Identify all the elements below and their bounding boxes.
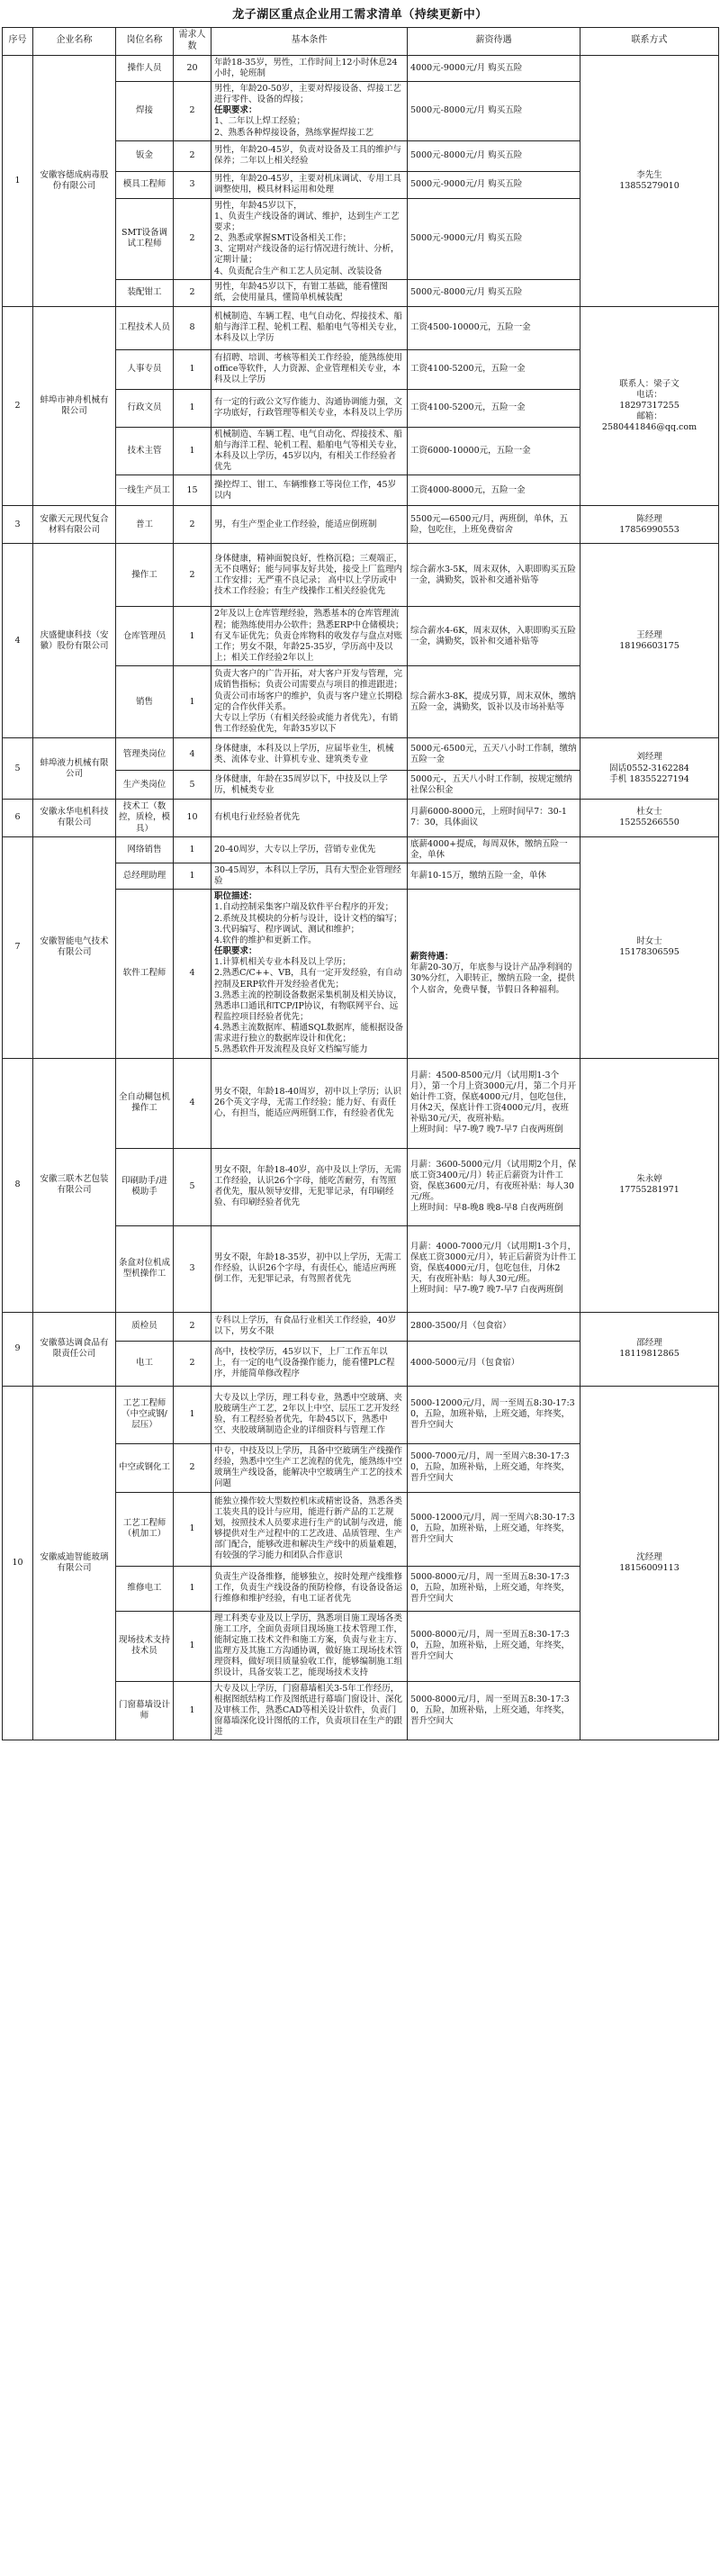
requirements: 男性，年龄20-45岁，主要对机床调试、专用工具调整使用，模具材料运用和处理 bbox=[212, 171, 408, 198]
salary: 工资4100-5200元，五险一金 bbox=[408, 389, 580, 427]
contact-info: 刘经理 固话0552-3162284 手机 18355227194 bbox=[580, 738, 719, 800]
row-seq: 9 bbox=[3, 1312, 33, 1386]
contact-info: 李先生 13855279010 bbox=[580, 55, 719, 306]
company-name: 安徽容德成病毒股份有限公司 bbox=[33, 55, 116, 306]
position-title: 钣金 bbox=[116, 140, 174, 171]
position-title: 质检员 bbox=[116, 1312, 174, 1341]
header-requirements: 基本条件 bbox=[212, 28, 408, 56]
position-title: 网络销售 bbox=[116, 836, 174, 863]
requirements: 男性，年龄45岁以下，有钳工基础，能看懂图纸，会使用量具，懂简单机械装配 bbox=[212, 279, 408, 306]
position-title: 软件工程师 bbox=[116, 890, 174, 1058]
headcount: 1 bbox=[174, 1611, 212, 1681]
salary: 5000元-8000元/月 购买五险 bbox=[408, 279, 580, 306]
salary: 5000-8000元/月，周一至周五8:30-17:30，五险，加班补贴，上班交通，年终奖，晋升空间大 bbox=[408, 1611, 580, 1681]
headcount: 8 bbox=[174, 306, 212, 349]
requirements: 身体健康，年龄在35周岁以下，中技及以上学历，机械类专业 bbox=[212, 771, 408, 800]
salary: 5000-7000元/月，周一至周六8:30-17:30，五险，加班补贴，上班交通，年终奖，晋升空间大 bbox=[408, 1443, 580, 1492]
requirements: 男女不限，年龄18-40周岁，初中以上学历；认识26个英文字母，无需工作经验；能力好、有责任心，有担当，能适应两班倒工作，有经验者优先 bbox=[212, 1058, 408, 1148]
table-row bbox=[3, 1312, 719, 1341]
headcount: 5 bbox=[174, 1148, 212, 1225]
position-title: 仓库管理员 bbox=[116, 607, 174, 666]
salary: 综合薪水4-6K，周末双休，入职即购买五险一金，满勤奖，饭补和交通补贴等 bbox=[408, 607, 580, 666]
headcount: 2 bbox=[174, 140, 212, 171]
headcount: 2 bbox=[174, 544, 212, 607]
requirements: 大专及以上学历，门窗幕墙相关3-5年工作经历，根据图纸结构工作及图纸进行幕墙门窗设计、深化及审核工作，熟悉CAD等相关设计软件，负责门窗幕墙深化设计图纸的工作，负责项目在生产的跟进 bbox=[212, 1681, 408, 1740]
requirements: 年龄18-35岁，男性，工作时间上12小时休息24小时，轮班制 bbox=[212, 55, 408, 81]
company-name: 安徽慕达调食品有限责任公司 bbox=[33, 1312, 116, 1386]
salary: 5000元-9000元/月 购买五险 bbox=[408, 198, 580, 279]
header-company: 企业名称 bbox=[33, 28, 116, 56]
row-seq: 5 bbox=[3, 738, 33, 800]
salary: 5000元-8000元/月 购买五险 bbox=[408, 81, 580, 140]
contact-info: 王经理 18196603175 bbox=[580, 544, 719, 738]
document-title: 龙子湖区重点企业用工需求清单（持续更新中） bbox=[232, 8, 488, 22]
requirements: 有一定的行政公文写作能力、沟通协调能力强，文字功底好，行政管理等相关专业，本科及以上学历 bbox=[212, 389, 408, 427]
position-title: 生产类岗位 bbox=[116, 771, 174, 800]
row-seq: 3 bbox=[3, 506, 33, 544]
contact-info: 时女士 15178306595 bbox=[580, 836, 719, 1058]
position-title: 全自动糊包机操作工 bbox=[116, 1058, 174, 1148]
company-name: 庆盛健康科技（安徽）股份有限公司 bbox=[33, 544, 116, 738]
position-title: 条盒对位机成型机操作工 bbox=[116, 1225, 174, 1312]
contact-info: 沈经理 18156009113 bbox=[580, 1386, 719, 1740]
position-title: 中空或钢化工 bbox=[116, 1443, 174, 1492]
header-seq: 序号 bbox=[3, 28, 33, 56]
table-row bbox=[3, 1386, 719, 1443]
table-body bbox=[3, 55, 719, 1740]
headcount: 1 bbox=[174, 1566, 212, 1611]
requirements: 负责生产设备维修，能够独立，按时处理产线维修工作，负责生产线设备的预防检修，有设备设备运行维修和维护经验，有电工证者优先 bbox=[212, 1566, 408, 1611]
position-title: 人事专员 bbox=[116, 349, 174, 389]
headcount: 2 bbox=[174, 279, 212, 306]
contact-info: 陈经理 17856990553 bbox=[580, 506, 719, 544]
table-row bbox=[3, 544, 719, 607]
position-title: 一线生产员工 bbox=[116, 475, 174, 506]
requirements: 机械制造、车辆工程、电气自动化、焊接技术、船舶与海洋工程、轮机工程、船舶电气等相关专业，本科及以上学历 bbox=[212, 306, 408, 349]
headcount: 1 bbox=[174, 1492, 212, 1566]
salary: 5000元-8000元/月 购买五险 bbox=[408, 140, 580, 171]
headcount: 1 bbox=[174, 836, 212, 863]
position-title: SMT设备调试工程师 bbox=[116, 198, 174, 279]
salary: 综合薪水3-5K，周末双休，入职即购买五险一金，满勤奖，饭补和交通补贴等 bbox=[408, 544, 580, 607]
table-row bbox=[3, 1058, 719, 1148]
salary: 4000-5000元/月（包食宿） bbox=[408, 1341, 580, 1386]
requirements: 男性，年龄20-45岁，负责对设备及工具的维护与保养；二年以上相关经验 bbox=[212, 140, 408, 171]
table-row bbox=[3, 306, 719, 349]
salary: 月薪：4000-7000元/月（试用期1-3个月，保底工资3000元/月），转正后薪资为计件工资，保底4000元/月，包吃包住，月休2天，有夜班补贴：每人30元/班。 上班时间：早7-晚7 晚7-早7 白夜两班倒 bbox=[408, 1225, 580, 1312]
headcount: 10 bbox=[174, 800, 212, 836]
salary: 2800-3500/月（包食宿） bbox=[408, 1312, 580, 1341]
salary: 5000-8000元/月，周一至周五8:30-17:30，五险，加班补贴，上班交通，年终奖，晋升空间大 bbox=[408, 1566, 580, 1611]
contact-info: 朱永婷 17755281971 bbox=[580, 1058, 719, 1312]
requirements: 高中，技校学历，45岁以下，上厂工作五年以上，有一定的电气设备操作能力，能看懂PLC程序，并能简单修改程序 bbox=[212, 1341, 408, 1386]
headcount: 2 bbox=[174, 81, 212, 140]
position-title: 模具工程师 bbox=[116, 171, 174, 198]
position-title: 工艺工程师（机加工） bbox=[116, 1492, 174, 1566]
headcount: 2 bbox=[174, 1312, 212, 1341]
headcount: 4 bbox=[174, 890, 212, 1058]
requirements: 专科以上学历，有食品行业相关工作经验，40岁以下，男女不限 bbox=[212, 1312, 408, 1341]
headcount: 4 bbox=[174, 738, 212, 771]
row-seq: 10 bbox=[3, 1386, 33, 1740]
row-seq: 6 bbox=[3, 800, 33, 836]
requirements: 20-40周岁，大专以上学历，营销专业优先 bbox=[212, 836, 408, 863]
header-count: 需求人数 bbox=[174, 28, 212, 56]
position-title: 技术工（数控，质检，模具） bbox=[116, 800, 174, 836]
requirements: 30-45周岁，本科以上学历，具有大型企业管理经验 bbox=[212, 863, 408, 889]
company-name: 安徽智能电气技术有限公司 bbox=[33, 836, 116, 1058]
requirements: 男女不限，年龄18-40岁，高中及以上学历，无需工作经验，认识26个字母，能吃苦耐劳，有驾照者优先，服从领导安排，无犯罪记录，有印刷经验、有印刷经验者优先 bbox=[212, 1148, 408, 1225]
company-name: 蚌埠液力机械有限公司 bbox=[33, 738, 116, 800]
position-title: 门窗幕墙设计师 bbox=[116, 1681, 174, 1740]
header-contact: 联系方式 bbox=[580, 28, 719, 56]
job-demand-table bbox=[2, 27, 719, 1740]
table-row bbox=[3, 738, 719, 771]
salary: 5000-8000元/月，周一至周五8:30-17:30，五险，加班补贴，上班交通，年终奖，晋升空间大 bbox=[408, 1681, 580, 1740]
salary: 工资4000-8000元，五险一金 bbox=[408, 475, 580, 506]
row-seq: 8 bbox=[3, 1058, 33, 1312]
contact-info: 邵经理 18119812865 bbox=[580, 1312, 719, 1386]
salary: 4000元-9000元/月 购买五险 bbox=[408, 55, 580, 81]
headcount: 5 bbox=[174, 771, 212, 800]
table-row bbox=[3, 836, 719, 863]
requirements: 男，有生产型企业工作经验，能适应倒班制 bbox=[212, 506, 408, 544]
position-title: 行政文员 bbox=[116, 389, 174, 427]
headcount: 1 bbox=[174, 389, 212, 427]
position-title: 总经理助理 bbox=[116, 863, 174, 889]
headcount: 3 bbox=[174, 1225, 212, 1312]
position-title: 管理类岗位 bbox=[116, 738, 174, 771]
headcount: 2 bbox=[174, 1443, 212, 1492]
headcount: 1 bbox=[174, 427, 212, 475]
company-name: 安徽永华电机科技有限公司 bbox=[33, 800, 116, 836]
company-name: 安徽威迪智能玻璃有限公司 bbox=[33, 1386, 116, 1740]
headcount: 1 bbox=[174, 1386, 212, 1443]
contact-info: 杜女士 15255266550 bbox=[580, 800, 719, 836]
requirements: 能独立操作较大型数控机床或精密设备，熟悉各类工装夹具的设计与应用，能进行新产品的工艺规划，按照技术人员要求进行生产的试制与改进，能够提供对生产过程中的工艺改进、品质管理、生产部门配合，能够改进和解决生产线中的质量难题，有较强的学习能力和团队合作意识 bbox=[212, 1492, 408, 1566]
headcount: 1 bbox=[174, 607, 212, 666]
position-title: 现场技术支持技术员 bbox=[116, 1611, 174, 1681]
salary: 薪资待遇： 年薪20-30万，年底参与设计产品净利润的30%分红，入职转正，缴纳五险一金，提供个人宿舍，免费早餐，节假日各种福利。 bbox=[408, 890, 580, 1058]
headcount: 2 bbox=[174, 198, 212, 279]
headcount: 2 bbox=[174, 506, 212, 544]
position-title: 印刷助手/进模助手 bbox=[116, 1148, 174, 1225]
table-row bbox=[3, 800, 719, 836]
salary: 5000元-9000元/月 购买五险 bbox=[408, 171, 580, 198]
requirements: 男性，年龄45岁以下， 1、负责生产线设备的调试、维护，达到生产工艺要求； 2、熟悉或掌握SMT设备相关工作； 3、定期对产线设备的运行情况进行统计、分析，定期计量； 4、负责配合生产和工艺人员定制、改装设备 bbox=[212, 198, 408, 279]
salary: 5500元—6500元/月，两班倒，单休，五险，包吃住，上班免费宿舍 bbox=[408, 506, 580, 544]
salary: 年薪10-15万，缴纳五险一金，单休 bbox=[408, 863, 580, 889]
salary: 5000-12000元/月，周一至周五8:30-17:30，五险，加班补贴，上班交通，年终奖，晋升空间大 bbox=[408, 1386, 580, 1443]
salary: 综合薪水3-8K，提成另算，周末双休，缴纳五险一金，满勤奖，饭补以及市场补贴等 bbox=[408, 666, 580, 738]
salary: 月薪：4500-8500元/月（试用期1-3个月），第一个月上资3000元/月，第二个月开始计件工资，保底4000元/月，包吃包住，月休2天，保底计件工资4000元/月，夜班补贴30元/天，夜班补贴。 上班时间：早7-晚7 晚7-早7 白夜两班倒 bbox=[408, 1058, 580, 1148]
salary: 5000元-6500元，五天八小时工作制，缴纳五险一金 bbox=[408, 738, 580, 771]
position-title: 技术主管 bbox=[116, 427, 174, 475]
requirements: 身体健康，本科及以上学历，应届毕业生，机械类、流体专业、计算机专业、建筑类专业 bbox=[212, 738, 408, 771]
salary: 工资4500-10000元，五险一金 bbox=[408, 306, 580, 349]
headcount: 1 bbox=[174, 863, 212, 889]
company-name: 安徽天元现代复合材料有限公司 bbox=[33, 506, 116, 544]
header-position: 岗位名称 bbox=[116, 28, 174, 56]
requirements: 男女不限，年龄18-35岁，初中以上学历，无需工作经验，认识26个字母，有责任心，能适应两班倒工作，无犯罪记录，有驾照者优先 bbox=[212, 1225, 408, 1312]
table-header-row bbox=[3, 28, 719, 56]
company-name: 蚌埠市神舟机械有限公司 bbox=[33, 306, 116, 506]
requirements: 中专，中技及以上学历，具备中空玻璃生产线操作经验，熟悉中空生产工艺流程的优先，能熟练中空玻璃生产线设备，能解决中空玻璃生产工艺的技术问题 bbox=[212, 1443, 408, 1492]
salary: 工资4100-5200元，五险一金 bbox=[408, 349, 580, 389]
headcount: 1 bbox=[174, 349, 212, 389]
requirements: 操控焊工、钳工、车辆维修工等岗位工作，45岁以内 bbox=[212, 475, 408, 506]
position-title: 工程技术人员 bbox=[116, 306, 174, 349]
salary: 工资6000-10000元，五险一金 bbox=[408, 427, 580, 475]
position-title: 电工 bbox=[116, 1341, 174, 1386]
header-salary: 薪资待遇 bbox=[408, 28, 580, 56]
headcount: 4 bbox=[174, 1058, 212, 1148]
table-row bbox=[3, 55, 719, 81]
requirements: 男性，年龄20-50岁，主要对焊接设备、焊接工艺进行零件、设备的焊接； 任职要求： 1、二年以上焊工经验； 2、熟悉各种焊接设备，熟练掌握焊接工艺 bbox=[212, 81, 408, 140]
salary: 月薪：3600-5000元/月（试用期2个月，保底工资3400元/月）转正后薪资为计件工资，保底3600元/月，有夜班补贴：每人30元/班。 上班时间：早8-晚8 晚8-早8 白夜两班倒 bbox=[408, 1148, 580, 1225]
headcount: 3 bbox=[174, 171, 212, 198]
row-seq: 1 bbox=[3, 55, 33, 306]
requirements: 大专及以上学历，理工科专业，熟悉中空玻璃、夹胶玻璃生产工艺，2年以上中空、层压工艺开发经验，有工程经验者优先，年龄45以下，熟悉中空、夹胶玻璃制造企业的详细资料与管理工作 bbox=[212, 1386, 408, 1443]
position-title: 操作工 bbox=[116, 544, 174, 607]
position-title: 普工 bbox=[116, 506, 174, 544]
headcount: 15 bbox=[174, 475, 212, 506]
position-title: 操作人员 bbox=[116, 55, 174, 81]
salary: 5000-12000元/月，周一至周六8:30-17:30，五险，加班补贴，上班交通，年终奖，晋升空间大 bbox=[408, 1492, 580, 1566]
position-title: 装配钳工 bbox=[116, 279, 174, 306]
company-name: 安徽三联木艺包装有限公司 bbox=[33, 1058, 116, 1312]
requirements: 机械制造、车辆工程、电气自动化、焊接技术、船舶与海洋工程、轮机工程、船舶电气等相关专业，本科及以上学历，45岁以内，有相关工作经验者优先 bbox=[212, 427, 408, 475]
position-title: 维修电工 bbox=[116, 1566, 174, 1611]
salary: 底薪4000+提成，每周双休，缴纳五险一金，单休 bbox=[408, 836, 580, 863]
salary: 月薪6000-8000元，上班时间早7：30-17：30，具体面议 bbox=[408, 800, 580, 836]
requirements: 2年及以上仓库管理经验，熟悉基本的仓库管理流程；能熟练使用办公软件；熟悉ERP中仓储模块；有叉车证优先；负责仓库物料的收发存与盘点对账工作；男女不限，年龄25-35岁，学历高中及以上；相关工作经验2年以上 bbox=[212, 607, 408, 666]
requirements: 有招聘、培训、考核等相关工作经验，能熟练使用office等软件，人力资源、企业管理相关专业，本科及以上学历 bbox=[212, 349, 408, 389]
contact-info: 联系人：梁子文 电话： 18297317255 邮箱： 2580441846@qq.com bbox=[580, 306, 719, 506]
table-row bbox=[3, 506, 719, 544]
requirements: 身体健康，精神面貌良好，性格沉稳；三观端正，无不良嗜好；能与同事友好共处，接受上厂监理内工作安排；无严重不良记录； 高中以上学历或中技术工作经验；有生产线操作工相关经验优先 bbox=[212, 544, 408, 607]
headcount: 1 bbox=[174, 666, 212, 738]
requirements: 职位描述： 1.自动控制采集客户端及软件平台程序的开发； 2.系统及其模块的分析与设计，设计文档的编写； 3.代码编写、程序调试、测试和维护； 4.软件的维护和更新工作。 任职要求： 1.计算机相关专业本科及以上学历； 2.熟悉C/C++、VB，具有一定开发经验，有自动控制及ERP软件开发经验者优先； 3.熟悉主流的控制设备数据采集机制及相关协议，熟悉串口通讯和TCP/IP协议，有物联网平台、远程监控项目经验者优先； 4.熟悉主流数据库、精通SQL数据库，能根据设备需求进行独立的数据库设计和优化； 5.熟悉软件开发流程及良好文档编写能力 bbox=[212, 890, 408, 1058]
requirements: 有机电行业经验者优先 bbox=[212, 800, 408, 836]
headcount: 2 bbox=[174, 1341, 212, 1386]
position-title: 焊接 bbox=[116, 81, 174, 140]
position-title: 销售 bbox=[116, 666, 174, 738]
position-title: 工艺工程师（中空或钢/层压） bbox=[116, 1386, 174, 1443]
salary: 5000元-，五天八小时工作制，按规定缴纳社保公积金 bbox=[408, 771, 580, 800]
requirements: 理工科类专业及以上学历，熟悉项目施工现场各类施工工序，全面负责项目现场施工技术管理工作，能制定施工技术文件和施工方案，负责与业主方、监理方及其施工方沟通协调，做好施工现场技术管理资料，做好项目质量验收工作，能够编制施工组织设计，具备安装工艺，能现场技术支持 bbox=[212, 1611, 408, 1681]
row-seq: 2 bbox=[3, 306, 33, 506]
row-seq: 7 bbox=[3, 836, 33, 1058]
headcount: 20 bbox=[174, 55, 212, 81]
headcount: 1 bbox=[174, 1681, 212, 1740]
row-seq: 4 bbox=[3, 544, 33, 738]
requirements: 负责大客户的广告开拓，对大客户开发与管理，完成销售指标；负责公司需要点与项目的推进跟进；负责公司市场客户的维护，负责与客户建立长期稳定的合作伙伴关系。 大专以上学历（有相关经验或能力者优先），有销售工作经验优先，年龄35岁以下 bbox=[212, 666, 408, 738]
